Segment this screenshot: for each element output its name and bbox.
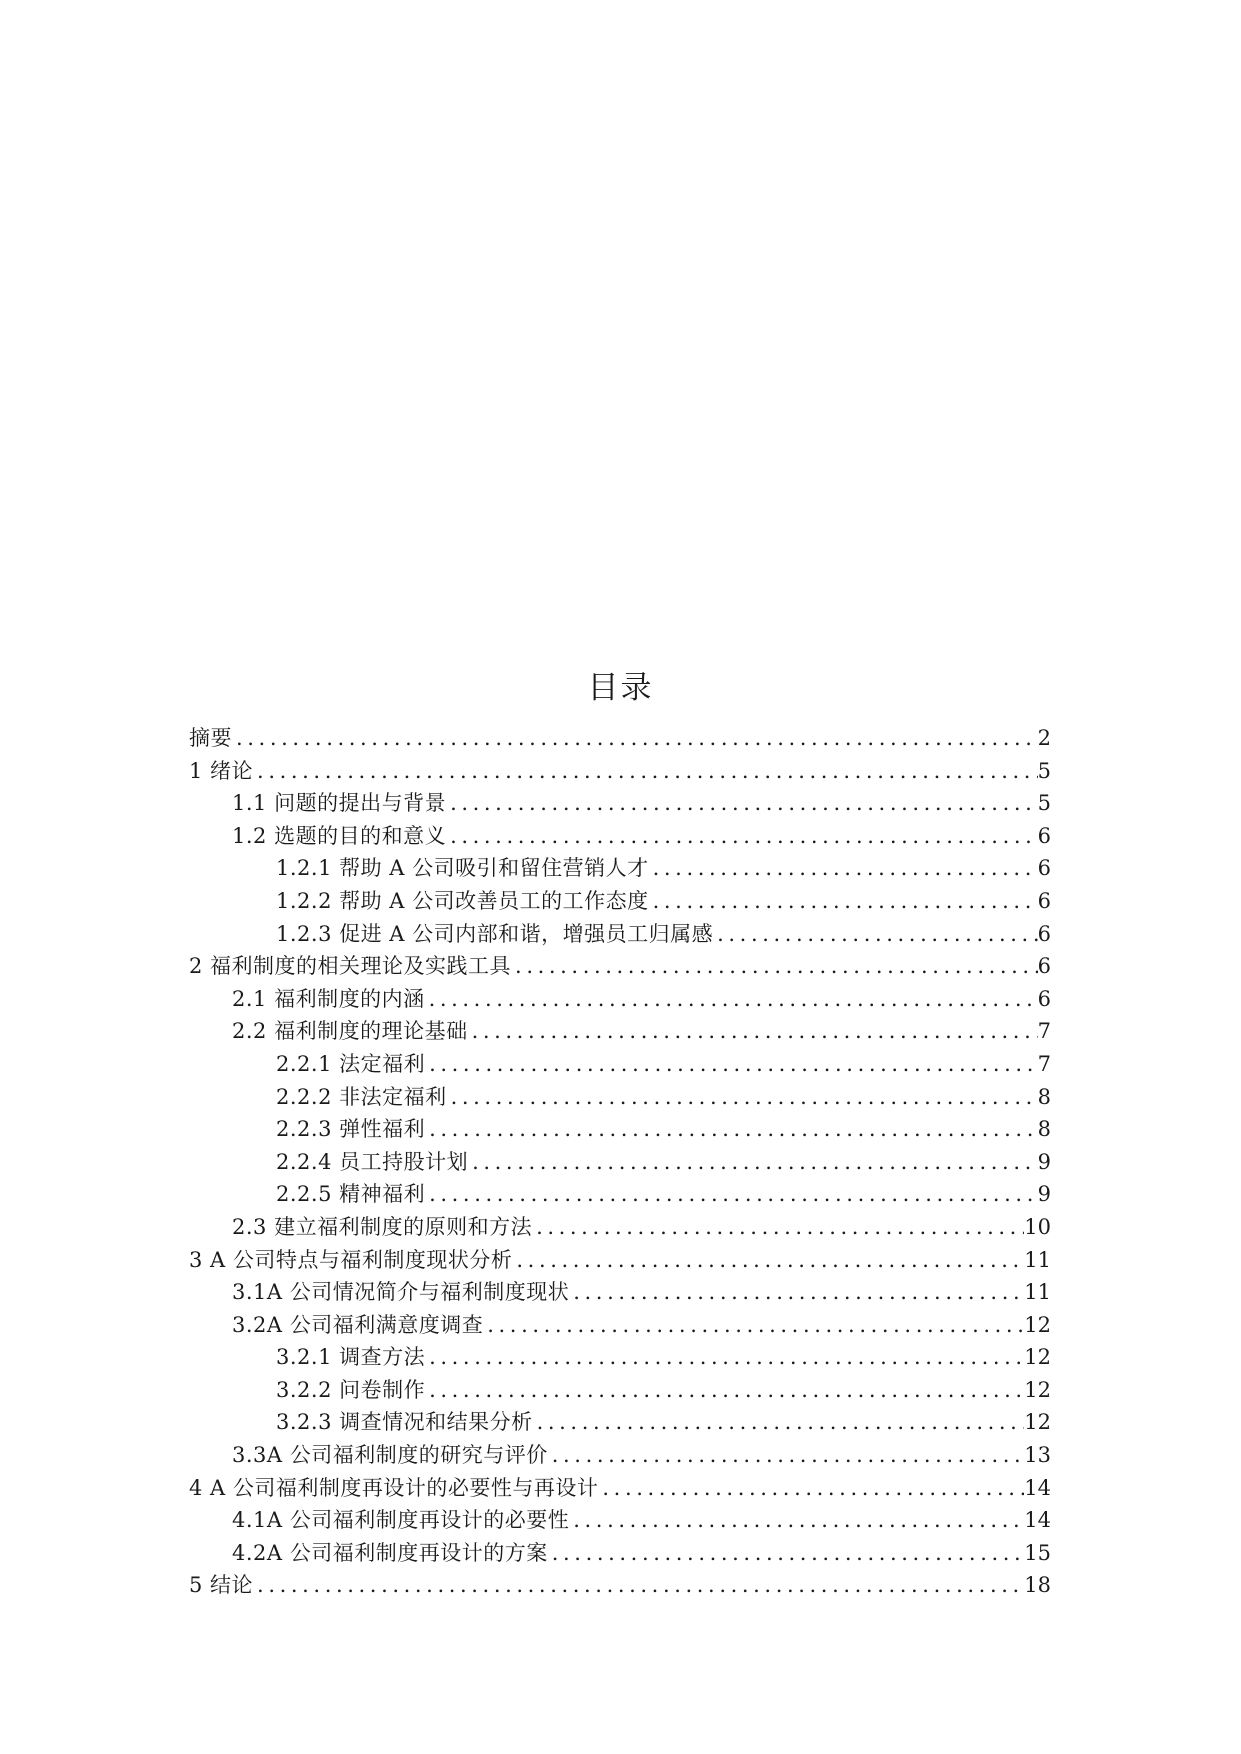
toc-entry-label: 2.2.1 法定福利 xyxy=(276,1051,426,1076)
dot-leader xyxy=(569,1280,1024,1304)
dot-leader xyxy=(548,1443,1025,1467)
table-of-contents xyxy=(189,722,1051,1602)
toc-entry[interactable] xyxy=(189,983,1051,1016)
toc-entry[interactable] xyxy=(189,1537,1051,1570)
toc-entry[interactable] xyxy=(189,1244,1051,1277)
toc-entry-label: 2.2 福利制度的理论基础 xyxy=(232,1019,468,1044)
toc-entry[interactable] xyxy=(189,885,1051,918)
toc-entry-label: 3.2A 公司福利满意度调查 xyxy=(232,1312,484,1337)
toc-entry-page-number: 9 xyxy=(1037,1182,1051,1207)
toc-entry-label: 2.1 福利制度的内涵 xyxy=(232,986,425,1011)
toc-entry[interactable] xyxy=(189,852,1051,885)
toc-entry[interactable] xyxy=(189,1309,1051,1342)
dot-leader xyxy=(649,856,1038,880)
toc-entry-page-number: 9 xyxy=(1037,1149,1051,1174)
toc-entry[interactable] xyxy=(189,722,1051,755)
toc-entry-label: 2.2.4 员工持股计划 xyxy=(276,1149,469,1174)
toc-entry[interactable] xyxy=(189,1276,1051,1309)
dot-leader xyxy=(598,1476,1024,1500)
toc-entry[interactable] xyxy=(189,1569,1051,1602)
toc-entry-label: 2.2.2 非法定福利 xyxy=(276,1084,447,1109)
dot-leader xyxy=(425,1345,1024,1369)
toc-entry-page-number: 2 xyxy=(1037,726,1051,750)
toc-entry-page-number: 10 xyxy=(1024,1214,1051,1239)
toc-entry-page-number: 12 xyxy=(1024,1345,1051,1370)
toc-entry[interactable] xyxy=(189,1113,1051,1146)
toc-entry-page-number: 12 xyxy=(1024,1377,1051,1402)
toc-entry[interactable] xyxy=(189,820,1051,853)
toc-entry-label: 5 结论 xyxy=(189,1573,254,1598)
toc-entry[interactable] xyxy=(189,1472,1051,1505)
toc-entry[interactable] xyxy=(189,1211,1051,1244)
toc-entry-page-number: 15 xyxy=(1024,1540,1051,1565)
dot-leader xyxy=(253,759,1038,783)
toc-entry[interactable] xyxy=(189,1406,1051,1439)
toc-entry[interactable] xyxy=(189,1015,1051,1048)
toc-entry[interactable] xyxy=(189,1146,1051,1179)
toc-entry-label: 2 福利制度的相关理论及实践工具 xyxy=(189,954,512,979)
toc-entry-page-number: 6 xyxy=(1037,823,1051,848)
toc-entry-label: 1.2 选题的目的和意义 xyxy=(232,823,447,848)
dot-leader xyxy=(569,1508,1024,1532)
toc-entry-label: 1.1 问题的提出与背景 xyxy=(232,791,447,816)
toc-entry[interactable] xyxy=(189,1048,1051,1081)
toc-entry-label: 4.1A 公司福利制度再设计的必要性 xyxy=(232,1508,570,1533)
toc-entry[interactable] xyxy=(189,1439,1051,1472)
dot-leader xyxy=(425,1182,1038,1206)
toc-entry-page-number: 12 xyxy=(1024,1312,1051,1337)
toc-entry[interactable] xyxy=(189,1081,1051,1114)
dot-leader xyxy=(425,1052,1038,1076)
toc-entry-page-number: 18 xyxy=(1024,1573,1051,1598)
toc-entry-page-number: 14 xyxy=(1024,1475,1051,1500)
toc-entry-page-number: 11 xyxy=(1024,1247,1051,1272)
toc-entry[interactable] xyxy=(189,1374,1051,1407)
dot-leader xyxy=(533,1410,1025,1434)
toc-entry-label: 3.2.3 调查情况和结果分析 xyxy=(276,1410,533,1435)
dot-leader xyxy=(649,889,1038,913)
dot-leader xyxy=(511,954,1038,978)
dot-leader xyxy=(468,1150,1038,1174)
toc-entry-label: 3.2.2 问卷制作 xyxy=(276,1377,426,1402)
toc-entry-label: 2.3 建立福利制度的原则和方法 xyxy=(232,1214,533,1239)
dot-leader xyxy=(446,791,1038,815)
dot-leader xyxy=(512,1248,1024,1272)
toc-entry-page-number: 8 xyxy=(1037,1117,1051,1142)
toc-entry-page-number: 7 xyxy=(1037,1051,1051,1076)
toc-entry-label: 1.2.1 帮助 A 公司吸引和留住营销人才 xyxy=(276,856,649,881)
toc-entry-page-number: 6 xyxy=(1037,954,1051,979)
toc-entry[interactable] xyxy=(189,755,1051,788)
dot-leader xyxy=(713,922,1038,946)
toc-entry-page-number: 8 xyxy=(1037,1084,1051,1109)
toc-entry-label: 3.1A 公司情况简介与福利制度现状 xyxy=(232,1280,570,1305)
toc-title: 目录 xyxy=(587,670,654,706)
toc-entry-page-number: 12 xyxy=(1024,1410,1051,1435)
dot-leader xyxy=(446,824,1038,848)
toc-entry-page-number: 14 xyxy=(1024,1508,1051,1533)
dot-leader xyxy=(468,1019,1038,1043)
toc-entry[interactable] xyxy=(189,918,1051,951)
dot-leader xyxy=(447,1085,1038,1109)
toc-entry-label: 4.2A 公司福利制度再设计的方案 xyxy=(232,1540,548,1565)
toc-entry-label: 摘要 xyxy=(189,726,232,750)
toc-entry-label: 3 A 公司特点与福利制度现状分析 xyxy=(189,1247,513,1272)
dot-leader xyxy=(483,1313,1024,1337)
dot-leader xyxy=(548,1541,1025,1565)
toc-entry-page-number: 7 xyxy=(1037,1019,1051,1044)
toc-entry-page-number: 5 xyxy=(1037,791,1051,816)
toc-entry-page-number: 6 xyxy=(1037,856,1051,881)
toc-entry[interactable] xyxy=(189,1178,1051,1211)
toc-entry-page-number: 11 xyxy=(1024,1280,1051,1305)
dot-leader xyxy=(425,987,1038,1011)
dot-leader xyxy=(253,1573,1024,1597)
toc-entry[interactable] xyxy=(189,787,1051,820)
toc-entry[interactable] xyxy=(189,1341,1051,1374)
dot-leader xyxy=(532,1215,1024,1239)
dot-leader xyxy=(425,1378,1024,1402)
dot-leader xyxy=(232,726,1038,750)
toc-entry[interactable] xyxy=(189,1504,1051,1537)
toc-entry-page-number: 5 xyxy=(1037,758,1051,783)
toc-entry-page-number: 6 xyxy=(1037,888,1051,913)
toc-entry[interactable] xyxy=(189,950,1051,983)
toc-entry-page-number: 6 xyxy=(1037,986,1051,1011)
toc-entry-page-number: 13 xyxy=(1024,1443,1051,1468)
toc-entry-page-number: 6 xyxy=(1037,921,1051,946)
toc-entry-label: 2.2.5 精神福利 xyxy=(276,1182,426,1207)
toc-entry-label: 1 绪论 xyxy=(189,758,254,783)
toc-entry-label: 1.2.3 促进 A 公司内部和谐，增强员工归属感 xyxy=(276,921,714,946)
toc-entry-label: 2.2.3 弹性福利 xyxy=(276,1117,426,1142)
toc-entry-label: 4 A 公司福利制度再设计的必要性与再设计 xyxy=(189,1475,599,1500)
toc-entry-label: 3.2.1 调查方法 xyxy=(276,1345,426,1370)
toc-entry-label: 1.2.2 帮助 A 公司改善员工的工作态度 xyxy=(276,888,649,913)
dot-leader xyxy=(425,1117,1038,1141)
toc-entry-label: 3.3A 公司福利制度的研究与评价 xyxy=(232,1443,548,1468)
